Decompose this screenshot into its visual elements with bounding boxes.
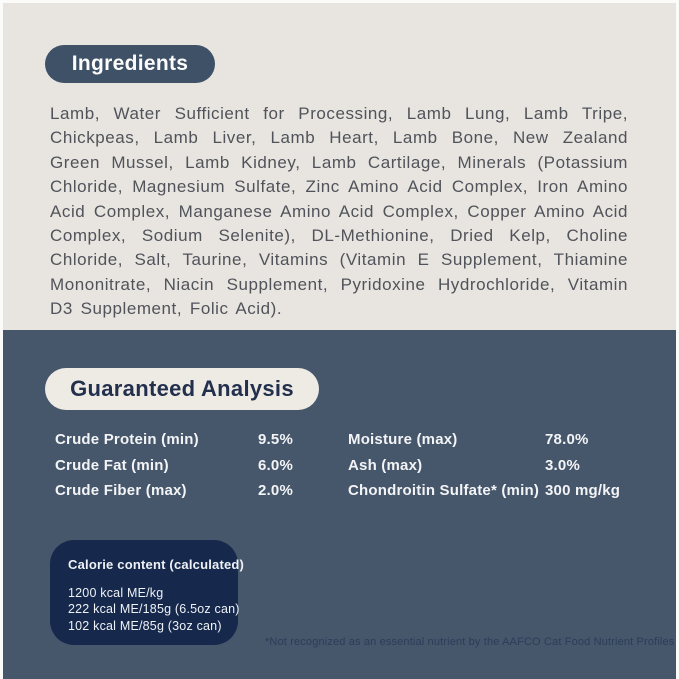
- nutrient-label: Crude Fiber (max): [55, 481, 187, 499]
- analysis-table-right: [348, 427, 620, 503]
- nutrient-label: Crude Protein (min): [55, 431, 199, 449]
- analysis-header-label: Guaranteed Analysis: [70, 376, 294, 401]
- nutrient-label: Ash (max): [348, 456, 423, 474]
- nutrient-label: Crude Fat (min): [55, 456, 169, 474]
- ingredients-paragraph: Lamb, Water Sufficient for Processing, Lamb Lung, Lamb Tripe, Chickpeas, Lamb Liver, Lamb Heart, Lamb Bone, New Zealand Green Mussel, Lamb Kidney, Lamb Cartilage, Minerals (Potassium Chloride, Magnesium Sulfate, Zinc Amino Acid Complex, Iron Amino Acid Complex, Manganese Amino Acid Complex, Copper Amino Acid Complex, Sodium Selenite), DL-Methionine, Dried Kelp, Choline Chloride, Salt, Taurine, Vitamins (Vitamin E Supplement, Thiamine Mononitrate, Niacin Supplement, Pyridoxine Hydrochloride, Vitamin D3 Supplement, Folic Acid).: [50, 104, 628, 319]
- ingredients-section: [0, 0, 679, 330]
- calorie-content-lines: [68, 585, 240, 634]
- nutrient-value: 300 mg/kg: [545, 481, 621, 499]
- calorie-content-title: Calorie content (calculated): [68, 557, 245, 572]
- guaranteed-analysis-section: [0, 330, 679, 679]
- ingredients-header-label: Ingredients: [71, 52, 189, 75]
- nutrient-label: Moisture (max): [348, 431, 458, 449]
- ingredients-header-pill: [45, 45, 215, 83]
- calorie-line: 222 kcal ME/185g (6.5oz can): [68, 602, 240, 617]
- calorie-line: 1200 kcal ME/kg: [68, 586, 164, 600]
- calorie-content-card: [50, 540, 245, 645]
- nutrient-value: 9.5%: [258, 431, 293, 449]
- calorie-line: 102 kcal ME/85g (3oz can): [68, 618, 222, 633]
- nutrient-value: 78.0%: [545, 431, 589, 449]
- nutrient-value: 3.0%: [545, 456, 580, 474]
- nutrient-label: Chondroitin Sulfate* (min): [348, 481, 540, 499]
- nutrient-value: 6.0%: [258, 456, 293, 474]
- nutrient-value: 2.0%: [258, 481, 293, 499]
- aafco-footnote: *Not recognized as an essential nutrient by the AAFCO Cat Food Nutrient Profiles: [265, 636, 675, 648]
- analysis-header-pill: [45, 368, 319, 410]
- analysis-table-left: [55, 427, 293, 503]
